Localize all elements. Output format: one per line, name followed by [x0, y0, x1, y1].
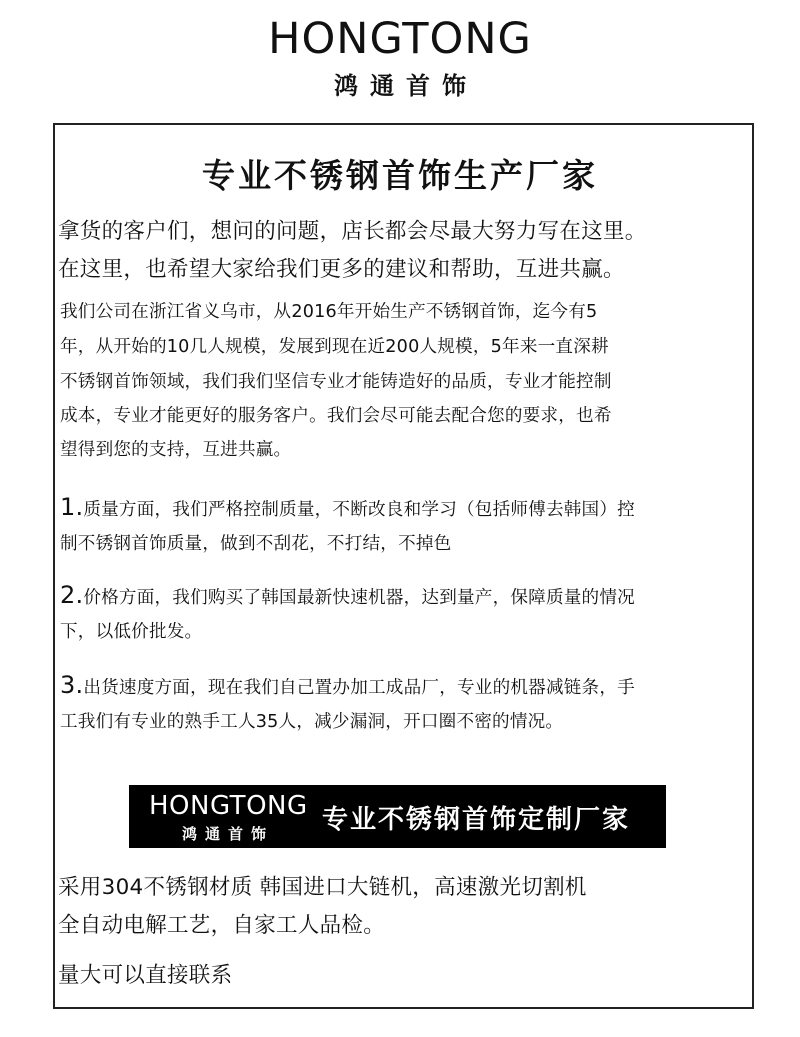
footer-contact: 量大可以直接联系: [58, 963, 233, 988]
point-1-line-2: 制不锈钢首饰质量，做到不刮花，不打结，不掉色: [60, 534, 452, 554]
point-1-line-1: [60, 490, 754, 527]
company-line-5: 望得到您的支持，互进共赢。: [60, 440, 292, 460]
point-2-line-2: 下，以低价批发。: [60, 622, 203, 642]
brand-logo-english: HONGTONG: [268, 14, 532, 64]
company-line-3: 不锈钢首饰领域，我们我们坚信专业才能铸造好的品质，专业才能控制: [60, 372, 612, 392]
footer-line-2: 全自动电解工艺，自家工人品检。: [58, 913, 386, 938]
point-1-number: 1.: [60, 493, 84, 521]
footer-line-1: 采用304不锈钢材质 韩国进口大链机，高速激光切割机: [58, 875, 587, 900]
point-3-number: 3.: [60, 671, 84, 699]
page-heading: 专业不锈钢首饰生产厂家: [202, 156, 598, 195]
banner-logo-english: HONGTONG: [149, 791, 308, 821]
brand-banner: [129, 785, 666, 848]
point-2-line-1: [60, 578, 754, 615]
point-3-text: 出货速度方面，现在我们自己置办加工成品厂，专业的机器减链条，手: [83, 678, 635, 698]
brand-logo-chinese: 鸿通首饰: [334, 72, 478, 100]
point-1-text: 质量方面，我们严格控制质量，不断改良和学习（包括师傅去韩国）控: [83, 500, 635, 520]
banner-slogan: 专业不锈钢首饰定制厂家: [322, 805, 631, 835]
intro-line-1: 拿货的客户们，想问的问题，店长都会尽最大努力写在这里。: [58, 219, 647, 244]
intro-line-2: 在这里，也希望大家给我们更多的建议和帮助，互进共赢。: [58, 257, 625, 282]
company-line-4: 成本，专业才能更好的服务客户。我们会尽可能去配合您的要求，也希: [60, 406, 612, 426]
banner-logo-chinese: 鸿通首饰: [182, 825, 275, 843]
point-2-text: 价格方面，我们购买了韩国最新快速机器，达到量产，保障质量的情况: [83, 588, 635, 608]
company-line-1: 我们公司在浙江省义乌市，从2016年开始生产不锈钢首饰，迄今有5: [60, 302, 598, 322]
company-line-2: 年，从开始的10几人规模，发展到现在近200人规模，5年来一直深耕: [60, 337, 609, 357]
point-3-line-1: [60, 668, 754, 705]
point-3-line-2: 工我们有专业的熟手工人35人，减少漏洞，开口圈不密的情况。: [60, 712, 564, 732]
point-2-number: 2.: [60, 581, 84, 609]
